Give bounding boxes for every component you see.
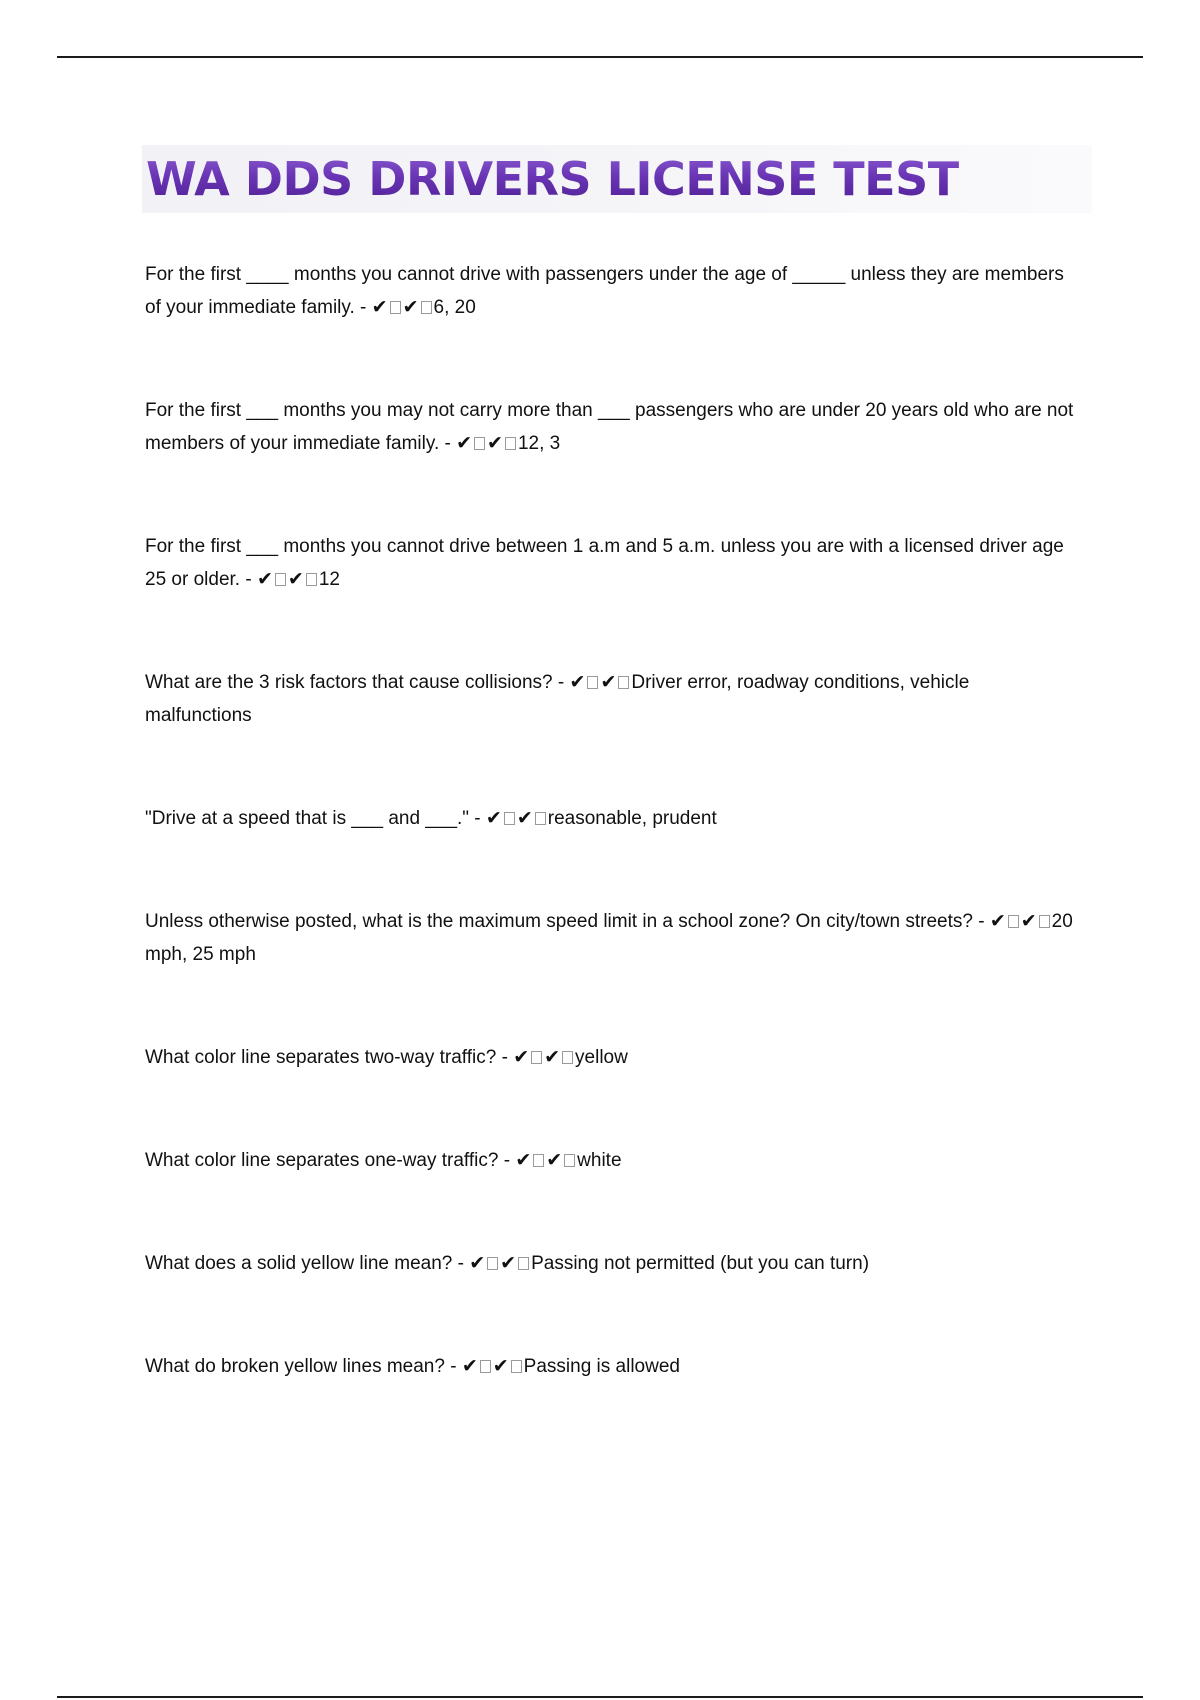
- question-text: What color line separates two-way traffic?: [145, 1047, 497, 1068]
- bottom-rule: [57, 1696, 1143, 1698]
- box-icon: [474, 437, 485, 450]
- check-icon: ✔: [600, 671, 617, 693]
- check-icon: ✔: [515, 1149, 532, 1171]
- question-text: For the first ___ months you cannot drive between 1 a.m and 5 a.m. unless you are with a licensed driver age 25 or older.: [145, 536, 1064, 590]
- box-icon: [480, 1360, 491, 1373]
- box-icon: [618, 676, 629, 689]
- qa-item: [145, 258, 1080, 324]
- answer-text: 12, 3: [517, 433, 561, 454]
- qa-item: [145, 1350, 1080, 1383]
- answer-text: Passing is allowed: [523, 1356, 680, 1377]
- box-icon: [487, 1257, 498, 1270]
- document-title: WA DDS DRIVERS LICENSE TEST: [146, 152, 959, 206]
- question-text: What color line separates one-way traffic?: [145, 1150, 499, 1171]
- check-icon: ✔: [516, 807, 533, 829]
- check-icon: ✔: [469, 1252, 486, 1274]
- check-icon: ✔: [1020, 910, 1037, 932]
- box-icon: [511, 1360, 522, 1373]
- box-icon: [504, 812, 515, 825]
- check-icon: ✔: [492, 1355, 509, 1377]
- check-icon: ✔: [989, 910, 1006, 932]
- check-icon: ✔: [287, 568, 304, 590]
- box-icon: [275, 573, 286, 586]
- box-icon: [306, 573, 317, 586]
- question-text: What does a solid yellow line mean?: [145, 1253, 453, 1274]
- question-text: What do broken yellow lines mean?: [145, 1356, 445, 1377]
- box-icon: [505, 437, 516, 450]
- question-text: What are the 3 risk factors that cause collisions?: [145, 672, 553, 693]
- answer-text: reasonable, prudent: [547, 808, 717, 829]
- qa-item: [145, 1144, 1080, 1177]
- check-icon: ✔: [456, 432, 473, 454]
- separator: -: [439, 433, 457, 454]
- check-icon: ✔: [487, 432, 503, 454]
- answer-text: Driver error, roadway conditions, vehicle malfunctions: [145, 672, 970, 726]
- answer-text: white: [577, 1150, 622, 1171]
- question-text: Unless otherwise posted, what is the maximum speed limit in a school zone? On city/town streets?: [145, 911, 973, 932]
- answer-text: 20 mph, 25 mph: [145, 911, 1073, 965]
- box-icon: [564, 1154, 575, 1167]
- qa-item: [145, 905, 1080, 971]
- qa-list: [145, 258, 1080, 1383]
- separator: -: [452, 1253, 470, 1274]
- check-icon: ✔: [485, 807, 502, 829]
- box-icon: [535, 812, 546, 825]
- check-icon: ✔: [500, 1252, 517, 1274]
- top-rule: [57, 56, 1143, 58]
- answer-text: yellow: [575, 1047, 628, 1068]
- check-icon: ✔: [402, 296, 419, 318]
- check-icon: ✔: [569, 671, 586, 693]
- box-icon: [587, 676, 598, 689]
- box-icon: [1008, 915, 1019, 928]
- separator: -: [498, 1150, 516, 1171]
- question-text: For the first ____ months you cannot drive with passengers under the age of _____ unless they are members of your immediate family.: [145, 264, 1064, 318]
- separator: -: [469, 808, 486, 829]
- box-icon: [533, 1154, 544, 1167]
- box-icon: [518, 1257, 529, 1270]
- qa-item: [145, 1041, 1080, 1074]
- check-icon: ✔: [546, 1149, 563, 1171]
- check-icon: ✔: [256, 568, 273, 590]
- question-text: "Drive at a speed that is ___ and ___.": [145, 808, 470, 829]
- box-icon: [421, 301, 432, 314]
- qa-item: [145, 1247, 1080, 1280]
- qa-item: [145, 394, 1080, 460]
- answer-text: 6, 20: [433, 297, 476, 318]
- answer-text: 12: [318, 569, 340, 590]
- separator: -: [496, 1047, 514, 1068]
- check-icon: ✔: [371, 296, 388, 318]
- check-icon: ✔: [513, 1046, 530, 1068]
- separator: -: [354, 297, 372, 318]
- box-icon: [562, 1051, 573, 1064]
- separator: -: [972, 911, 990, 932]
- answer-text: Passing not permitted (but you can turn): [531, 1253, 870, 1274]
- box-icon: [531, 1051, 542, 1064]
- qa-item: [145, 666, 1080, 732]
- check-icon: ✔: [544, 1046, 561, 1068]
- question-text: For the first ___ months you may not carry more than ___ passengers who are under 20 years old who are not members of your immediate family.: [145, 400, 1074, 454]
- separator: -: [552, 672, 570, 693]
- qa-item: [145, 802, 1080, 835]
- qa-item: [145, 530, 1080, 596]
- box-icon: [390, 301, 401, 314]
- box-icon: [1039, 915, 1050, 928]
- title-banner: [142, 145, 1092, 213]
- separator: -: [444, 1356, 462, 1377]
- separator: -: [240, 569, 257, 590]
- check-icon: ✔: [461, 1355, 478, 1377]
